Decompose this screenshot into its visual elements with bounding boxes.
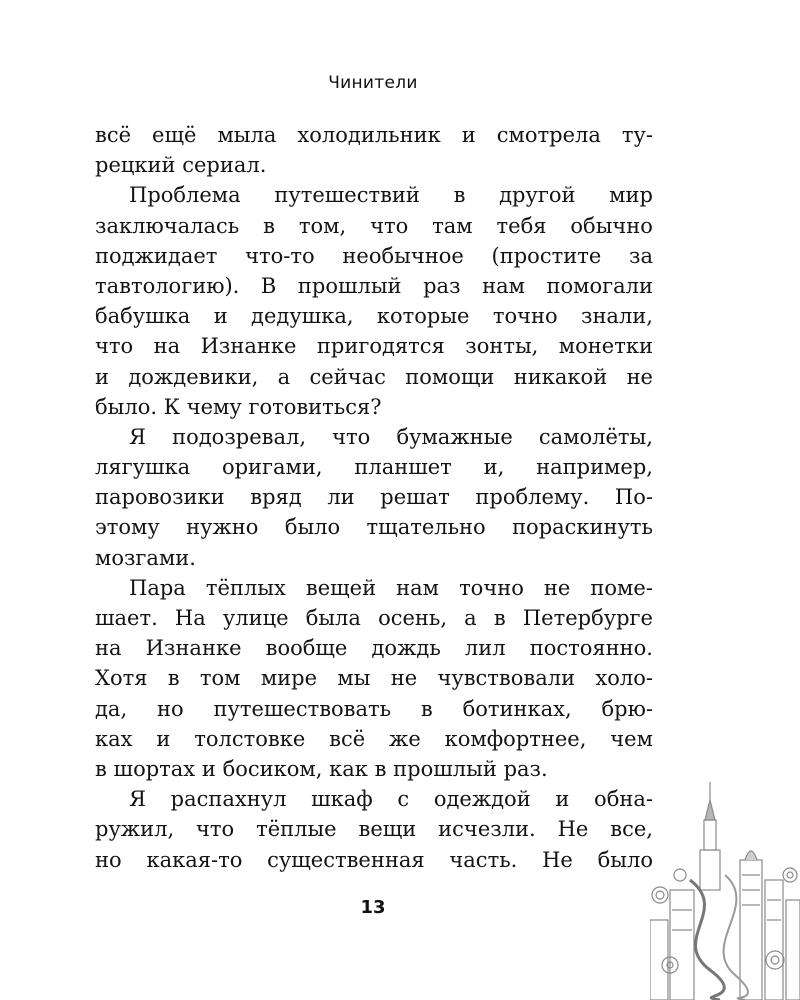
text-line: Пара тёплых вещей нам точно не поме- <box>129 575 653 600</box>
text-line: Я подозревал, что бумажные самолёты, <box>129 424 653 449</box>
body-text <box>95 120 653 875</box>
text-line: рецкий сериал. <box>95 153 267 178</box>
text-line: Проблема путешествий в другой мир <box>129 183 653 208</box>
text-line: поджидает что-то необычное (простите за <box>95 243 653 268</box>
text-line: лягушка оригами, планшет и, например, <box>95 455 653 480</box>
text-line: ках и толстовке всё же комфортнее, чем <box>95 726 653 751</box>
text-line: мозгами. <box>95 545 196 570</box>
text-line: паровозики вряд ли решат проблему. По- <box>95 485 653 510</box>
running-header: Чинители <box>328 73 418 93</box>
text-line: в шортах и босиком, как в прошлый раз. <box>95 756 548 781</box>
text-line: шает. На улице была осень, а в Петербурге <box>95 606 653 630</box>
text-line: бабушка и дедушка, которые точно знали, <box>95 304 653 329</box>
text-line: Я распахнул шкаф с одеждой и обна- <box>129 787 653 812</box>
text-line: и дождевики, а сейчас помощи никакой не <box>95 364 653 389</box>
text-line: заключалась в том, что там тебя обычно <box>95 213 653 238</box>
city-spire-ornament-icon <box>650 780 800 1000</box>
text-line: Хотя в том мире мы не чувствовали холо- <box>95 666 653 691</box>
text-line: всё ещё мыла холодильник и смотрела ту- <box>95 123 653 147</box>
text-line: было. К чему готовиться? <box>95 394 382 419</box>
text-line: ружил, что тёплые вещи исчезли. Не все, <box>95 817 653 842</box>
text-line: да, но путешествовать в ботинках, брю- <box>95 696 653 721</box>
page-number: 13 <box>360 897 386 918</box>
text-line: но какая-то существенная часть. Не было <box>95 847 653 872</box>
text-line: что на Изнанке пригодятся зонты, монетки <box>95 334 653 359</box>
text-line: этому нужно было тщательно пораскинуть <box>95 515 653 540</box>
text-line: на Изнанке вообще дождь лил постоянно. <box>95 636 653 661</box>
text-line: тавтологию). В прошлый раз нам помогали <box>95 273 653 298</box>
